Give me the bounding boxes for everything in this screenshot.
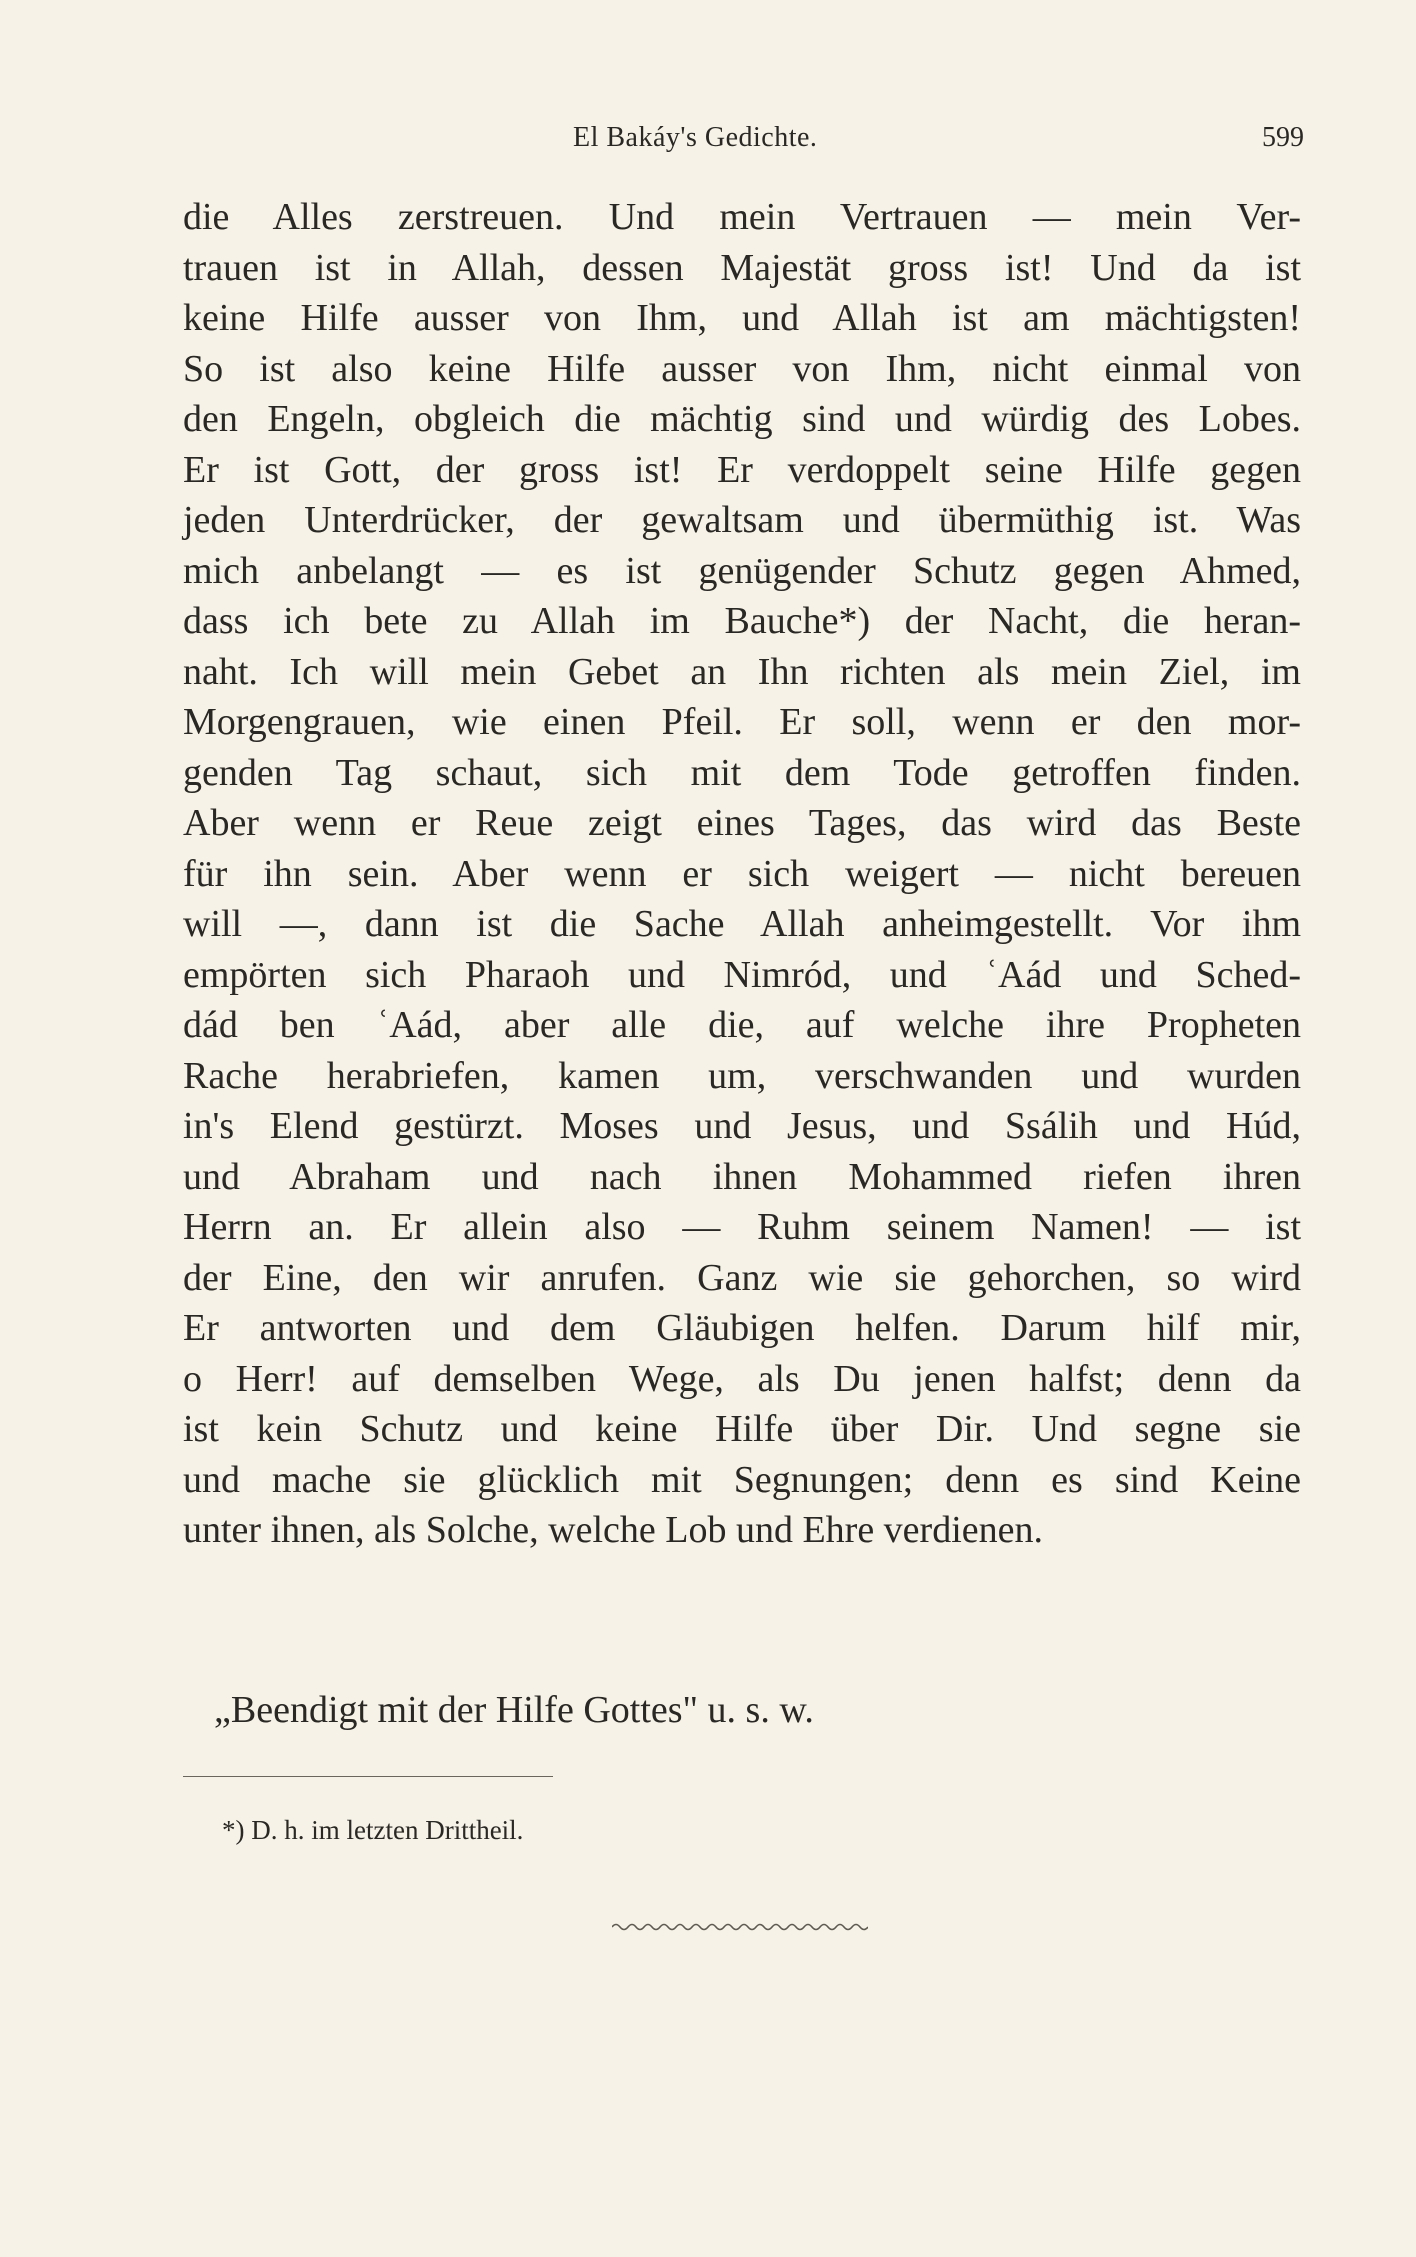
text-line: trauen ist in Allah, dessen Majestät gross ist! Und da ist [183,246,1301,289]
running-title: El Bakáy's Gedichte. [573,122,818,153]
text-line: und mache sie glücklich mit Segnungen; denn es sind Keine [183,1458,1301,1501]
text-line: naht. Ich will mein Gebet an Ihn richten als mein Ziel, im [183,650,1301,693]
body-text [183,192,1301,1556]
footnote: *) D. h. im letzten Drittheil. [222,1815,524,1845]
text-line: keine Hilfe ausser von Ihm, und Allah ist am mächtigsten! [183,297,1301,339]
text-line: Aber wenn er Reue zeigt eines Tages, das wird das Beste [183,802,1301,844]
closing-line: „Beendigt mit der Hilfe Gottes" u. s. w. [214,1689,814,1731]
text-line: will —, dann ist die Sache Allah anheimgestellt. Vor ihm [183,903,1301,945]
text-line: der Eine, den wir anrufen. Ganz wie sie gehorchen, so wird [183,1256,1301,1299]
text-line: Er ist Gott, der gross ist! Er verdoppelt seine Hilfe gegen [183,448,1301,491]
text-line: jeden Unterdrücker, der gewaltsam und übermüthig ist. Was [183,499,1301,541]
text-line: die Alles zerstreuen. Und mein Vertrauen — mein Ver- [183,196,1301,238]
text-line: für ihn sein. Aber wenn er sich weigert — nicht bereuen [183,852,1301,895]
text-line: So ist also keine Hilfe ausser von Ihm, nicht einmal von [183,347,1301,390]
text-line: und Abraham und nach ihnen Mohammed riefen ihren [183,1155,1301,1198]
text-line: dád ben ʿAád, aber alle die, auf welche ihre Propheten [183,1004,1301,1046]
wavy-ornament-rule [612,1920,868,1934]
page-number: 599 [1262,122,1304,153]
text-line: den Engeln, obgleich die mächtig sind und würdig des Lobes. [183,398,1301,440]
text-line: dass ich bete zu Allah im Bauche*) der Nacht, die heran- [183,600,1301,642]
text-line: ist kein Schutz und keine Hilfe über Dir. Und segne sie [183,1408,1301,1450]
text-line: o Herr! auf demselben Wege, als Du jenen halfst; denn da [183,1357,1301,1400]
text-line: Morgengrauen, wie einen Pfeil. Er soll, wenn er den mor- [183,701,1301,743]
footnote-rule [183,1776,553,1777]
text-line: unter ihnen, als Solche, welche Lob und Ehre verdienen. [183,1509,1043,1551]
running-header [0,122,1416,162]
text-line: Herrn an. Er allein also — Ruhm seinem Namen! — ist [183,1206,1301,1248]
text-line: Er antworten und dem Gläubigen helfen. Darum hilf mir, [183,1307,1301,1349]
text-line: mich anbelangt — es ist genügender Schutz gegen Ahmed, [183,549,1301,592]
text-line: in's Elend gestürzt. Moses und Jesus, und Ssálih und Húd, [183,1105,1301,1147]
text-line: genden Tag schaut, sich mit dem Tode getroffen finden. [183,751,1301,794]
text-line: empörten sich Pharaoh und Nimród, und ʿAád und Sched- [183,953,1301,996]
text-line: Rache herabriefen, kamen um, verschwanden und wurden [183,1054,1301,1097]
